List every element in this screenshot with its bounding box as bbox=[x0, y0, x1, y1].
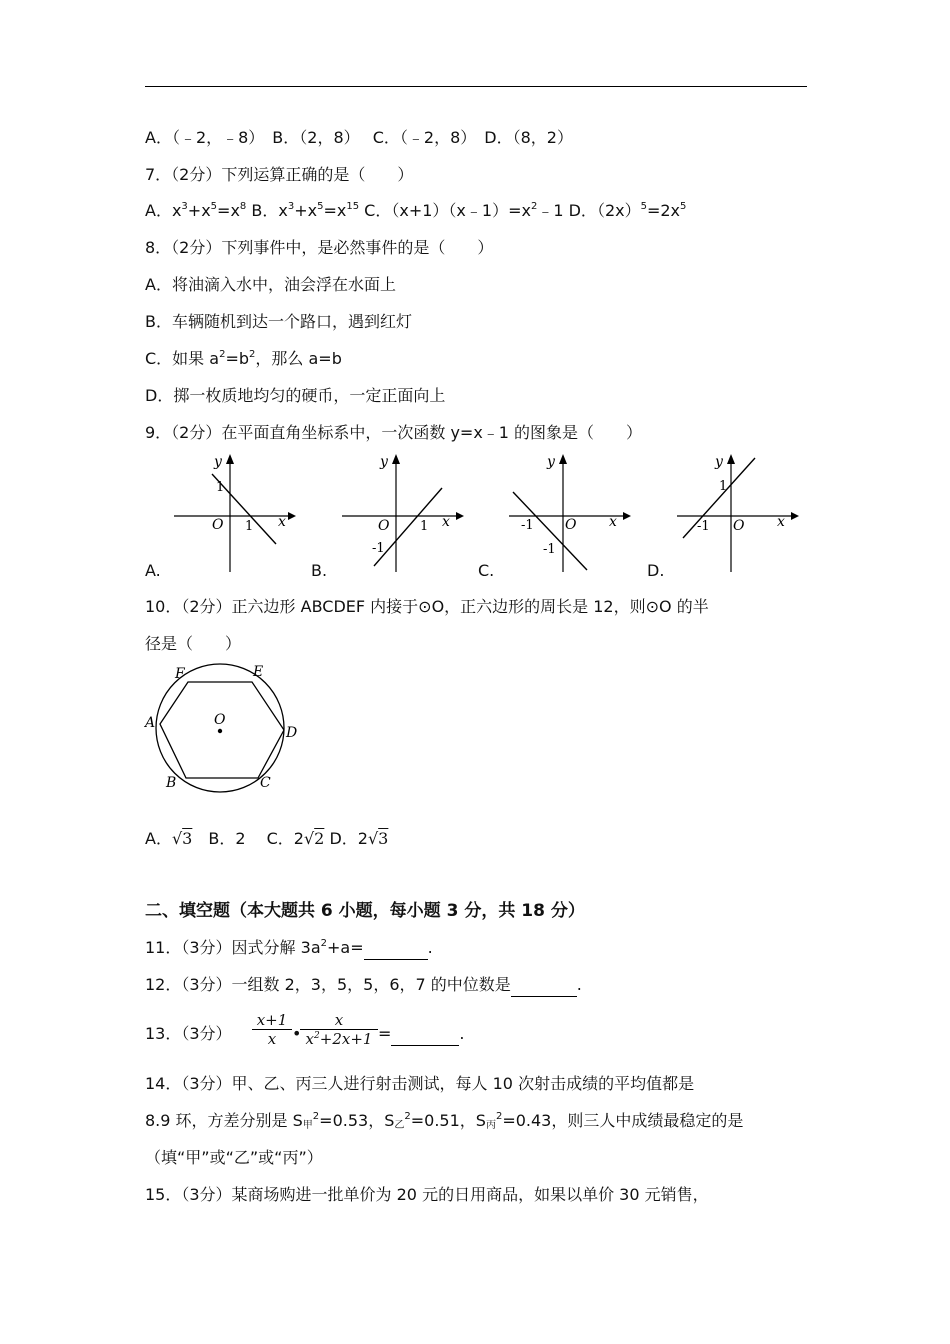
svg-text:O: O bbox=[214, 712, 226, 728]
svg-text:B: B bbox=[166, 775, 177, 791]
q10-hexagon-figure bbox=[140, 660, 305, 795]
q15-line1: 15．（3分）某商场购进一批单价为 20 元的日用商品，如果以单价 30 元销售， bbox=[145, 1185, 709, 1204]
svg-text:O: O bbox=[378, 518, 390, 534]
svg-text:E: E bbox=[253, 664, 264, 680]
q7-stem: 7．（2分）下列运算正确的是（ ） bbox=[145, 165, 414, 184]
svg-text:O: O bbox=[212, 517, 224, 533]
svg-text:x: x bbox=[278, 514, 286, 530]
q9-graph-c bbox=[505, 452, 635, 576]
svg-text:-1: -1 bbox=[697, 519, 710, 534]
q9-label-a: A. bbox=[145, 561, 161, 580]
header-rule bbox=[145, 86, 807, 87]
svg-text:-1: -1 bbox=[372, 541, 385, 556]
svg-text:O: O bbox=[565, 517, 577, 533]
q8-option-a: A．将油滴入水中，油会浮在水面上 bbox=[145, 275, 396, 294]
q10-stem-line2: 径是（ ） bbox=[145, 634, 242, 653]
q14-line3: （填“甲”或“乙”或“丙”） bbox=[145, 1148, 323, 1167]
q7-options: A．$x^3+x^5=x^8$ B．$x^3+x^5=x^{15}$ C．$(x+1)(x﹣1)=x^2﹣1$ D．$(2x)^5=2x^5$ bbox=[145, 201, 687, 220]
svg-text:-1: -1 bbox=[543, 542, 556, 557]
q8-stem: 8．（2分）下列事件中，是必然事件的是（ ） bbox=[145, 238, 494, 257]
svg-text:1: 1 bbox=[245, 519, 254, 534]
q13-fraction-1: $\frac{x+1}{x}$ bbox=[252, 1011, 292, 1048]
q13-fraction-2: $\frac{x}{x^2+2x+1}$ bbox=[300, 1011, 378, 1048]
svg-text:y: y bbox=[715, 454, 723, 470]
q9-graph-a bbox=[170, 452, 300, 576]
q9-graph-d bbox=[673, 452, 803, 576]
q9-label-d: D. bbox=[647, 561, 665, 580]
svg-text:1: 1 bbox=[719, 479, 728, 494]
svg-text:y: y bbox=[547, 454, 555, 470]
svg-text:x: x bbox=[777, 514, 785, 530]
svg-text:y: y bbox=[380, 454, 388, 470]
q13-answer: = . bbox=[378, 1023, 465, 1046]
svg-text:A: A bbox=[145, 715, 156, 731]
q9-label-c: C. bbox=[478, 561, 495, 580]
q14-line2: 8.9 环，方差分别是 $S_甲^2=0.53$，$S_乙^2=0.51$，$S_丙^2=0.43$，则三人中成绩最稳定的是 bbox=[145, 1111, 744, 1131]
q10-stem-line1: 10．（2分）正六边形 ABCDEF 内接于⊙O，正六边形的周长是 12，则⊙O 的半 bbox=[145, 597, 709, 616]
section-2-title: 二、填空题（本大题共 6 小题，每小题 3 分，共 18 分） bbox=[145, 901, 585, 921]
q9-label-b: B. bbox=[311, 561, 328, 580]
q9-stem: 9．（2分）在平面直角坐标系中，一次函数 y=x﹣1 的图象是（ ） bbox=[145, 423, 643, 442]
q13-prefix: 13．（3分） bbox=[145, 1024, 232, 1043]
svg-text:1: 1 bbox=[420, 519, 429, 534]
q14-line1: 14．（3分）甲、乙、丙三人进行射击测试，每人 10 次射击成绩的平均值都是 bbox=[145, 1074, 695, 1093]
svg-text:O: O bbox=[733, 518, 745, 534]
svg-text:F: F bbox=[175, 666, 185, 682]
svg-text:1: 1 bbox=[216, 480, 225, 495]
q9-graph-b bbox=[338, 452, 468, 576]
svg-text:D: D bbox=[286, 725, 298, 741]
q13-dot: • bbox=[292, 1024, 302, 1043]
q10-options: A．√3 B．2 C．2√2 D．2√3 bbox=[145, 829, 389, 848]
svg-text:-1: -1 bbox=[521, 518, 534, 533]
q12: 12．（3分）一组数 2，3，5，5，6，7 的中位数是 . bbox=[145, 974, 582, 997]
svg-text:C: C bbox=[260, 775, 271, 791]
q6-options: A．（﹣2，﹣8） B．（2，8） C．（﹣2，8） D．（8，2） bbox=[145, 128, 573, 147]
q11: 11．（3分）因式分解 $3a^2+a=$ . bbox=[145, 937, 433, 960]
svg-text:x: x bbox=[609, 514, 617, 530]
q8-option-c: C．如果 $a^2=b^2$，那么 a=b bbox=[145, 349, 342, 368]
q8-option-d: D．掷一枚质地均匀的硬币，一定正面向上 bbox=[145, 386, 446, 405]
svg-text:x: x bbox=[442, 514, 450, 530]
svg-text:y: y bbox=[214, 454, 222, 470]
q8-option-b: B．车辆随机到达一个路口，遇到红灯 bbox=[145, 312, 412, 331]
